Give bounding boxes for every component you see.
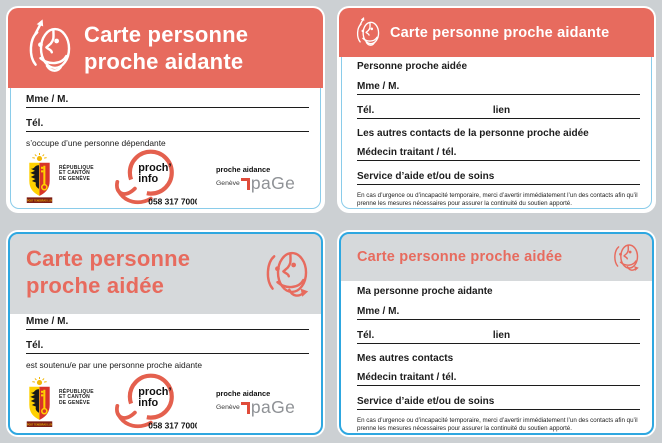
name-label: Mme / M. [357,306,400,317]
card-header [8,8,323,88]
tel-label: Tél. [357,330,375,341]
card-title-line1: Carte personne [84,22,249,47]
service-field-line [357,171,640,185]
card-body [357,286,640,434]
medecin-label: Médecin traitant / tél. [357,147,457,158]
card-note: s’occupe d’une personne dépendante [26,138,166,148]
fine-print: En cas d’urgence ou d’incapacité temporaire, merci d’avertir immédiatement l’un des contacts afin qu’il prenne les mesures nécessaires pour assurer la continuité du soutien apporté. [357,417,638,433]
geneva-logo-text: RÉPUBLIQUE ET CANTON DE GENÈVE [59,388,94,407]
face-logo-icon [609,236,641,277]
card-title: Carte personne proche aidée [357,249,563,265]
page-logo-geneve: Genève [216,404,240,411]
card-title: Carte personne proche aidante [390,24,610,41]
page-logo-line1: proche aidance [216,389,271,398]
geneva-logo [24,377,94,428]
geneva-coat-of-arms-icon [24,377,55,428]
name-label: Mme / M. [26,316,69,327]
card-title-line2: proche aidée [26,273,165,298]
prochinfo-phone-icon [113,145,197,207]
card-aidante-front [6,6,325,213]
card-body [26,94,309,148]
card-note: est soutenu/e par une personne proche aidante [26,360,203,370]
page-logo-line1: proche aidance [216,165,271,174]
page-logo-wordmark: paGe [250,397,296,417]
lien-label: lien [492,330,511,341]
logos-row [24,372,311,432]
card-body [357,61,640,209]
face-logo-icon [258,238,312,307]
lien-label: lien [492,105,511,116]
logos-row [24,148,311,208]
prochinfo-phone-icon [113,369,197,431]
card-title [84,21,248,75]
card-title [26,245,190,299]
section-heading: Personne proche aidée [357,61,468,72]
section-heading: Les autres contacts de la personne proche aidée [357,128,589,139]
service-label: Service d’aide et/ou de soins [357,171,495,182]
tel-field-line [357,330,640,344]
card-body [26,316,309,370]
card-title-line1: Carte personne [26,246,191,271]
tel-field-line [357,105,640,119]
name-label: Mme / M. [26,94,69,105]
page-logo-mark-icon [241,178,250,190]
face-logo-icon [352,14,382,52]
page-logo-mark-icon [241,402,250,414]
card-title-line2: proche aidante [84,49,244,74]
card-aidante-back [337,6,656,213]
name-field-line [26,316,309,330]
name-field-line [357,81,640,95]
card-aidee-front [6,230,325,437]
medecin-label: Médecin traitant / tél. [357,372,457,383]
medecin-field-line [357,372,640,386]
service-label: Service d’aide et/ou de soins [357,396,495,407]
tel-label: Tél. [26,340,44,351]
fine-print: En cas d’urgence ou d’incapacité temporaire, merci d’avertir immédiatement l’un des contacts afin qu’il prenne les mesures nécessaires pour assurer la continuité du soutien apporté. [357,192,638,208]
medecin-field-line [357,147,640,161]
geneva-logo [24,153,94,204]
section-heading: Ma personne proche aidante [357,286,493,297]
page-logo [216,389,311,415]
card-aidee-back [337,230,656,437]
prochinfo-logo [113,369,197,436]
section-heading: Mes autres contacts [357,353,454,364]
geneva-logo-text: RÉPUBLIQUE ET CANTON DE GENÈVE [59,164,94,183]
page-logo-geneve: Genève [216,180,240,187]
face-logo-icon [21,14,75,83]
geneva-coat-of-arms-icon [24,153,55,204]
prochinfo-logo [113,145,197,212]
name-field-line [26,94,309,108]
page-logo [216,165,311,191]
name-label: Mme / M. [357,81,400,92]
service-field-line [357,396,640,410]
name-field-line [357,306,640,320]
tel-field-line [26,118,309,132]
page-logo-wordmark: paGe [250,173,296,193]
tel-label: Tél. [357,105,375,116]
tel-label: Tél. [26,118,44,129]
tel-field-line [26,340,309,354]
card-header [339,8,654,57]
